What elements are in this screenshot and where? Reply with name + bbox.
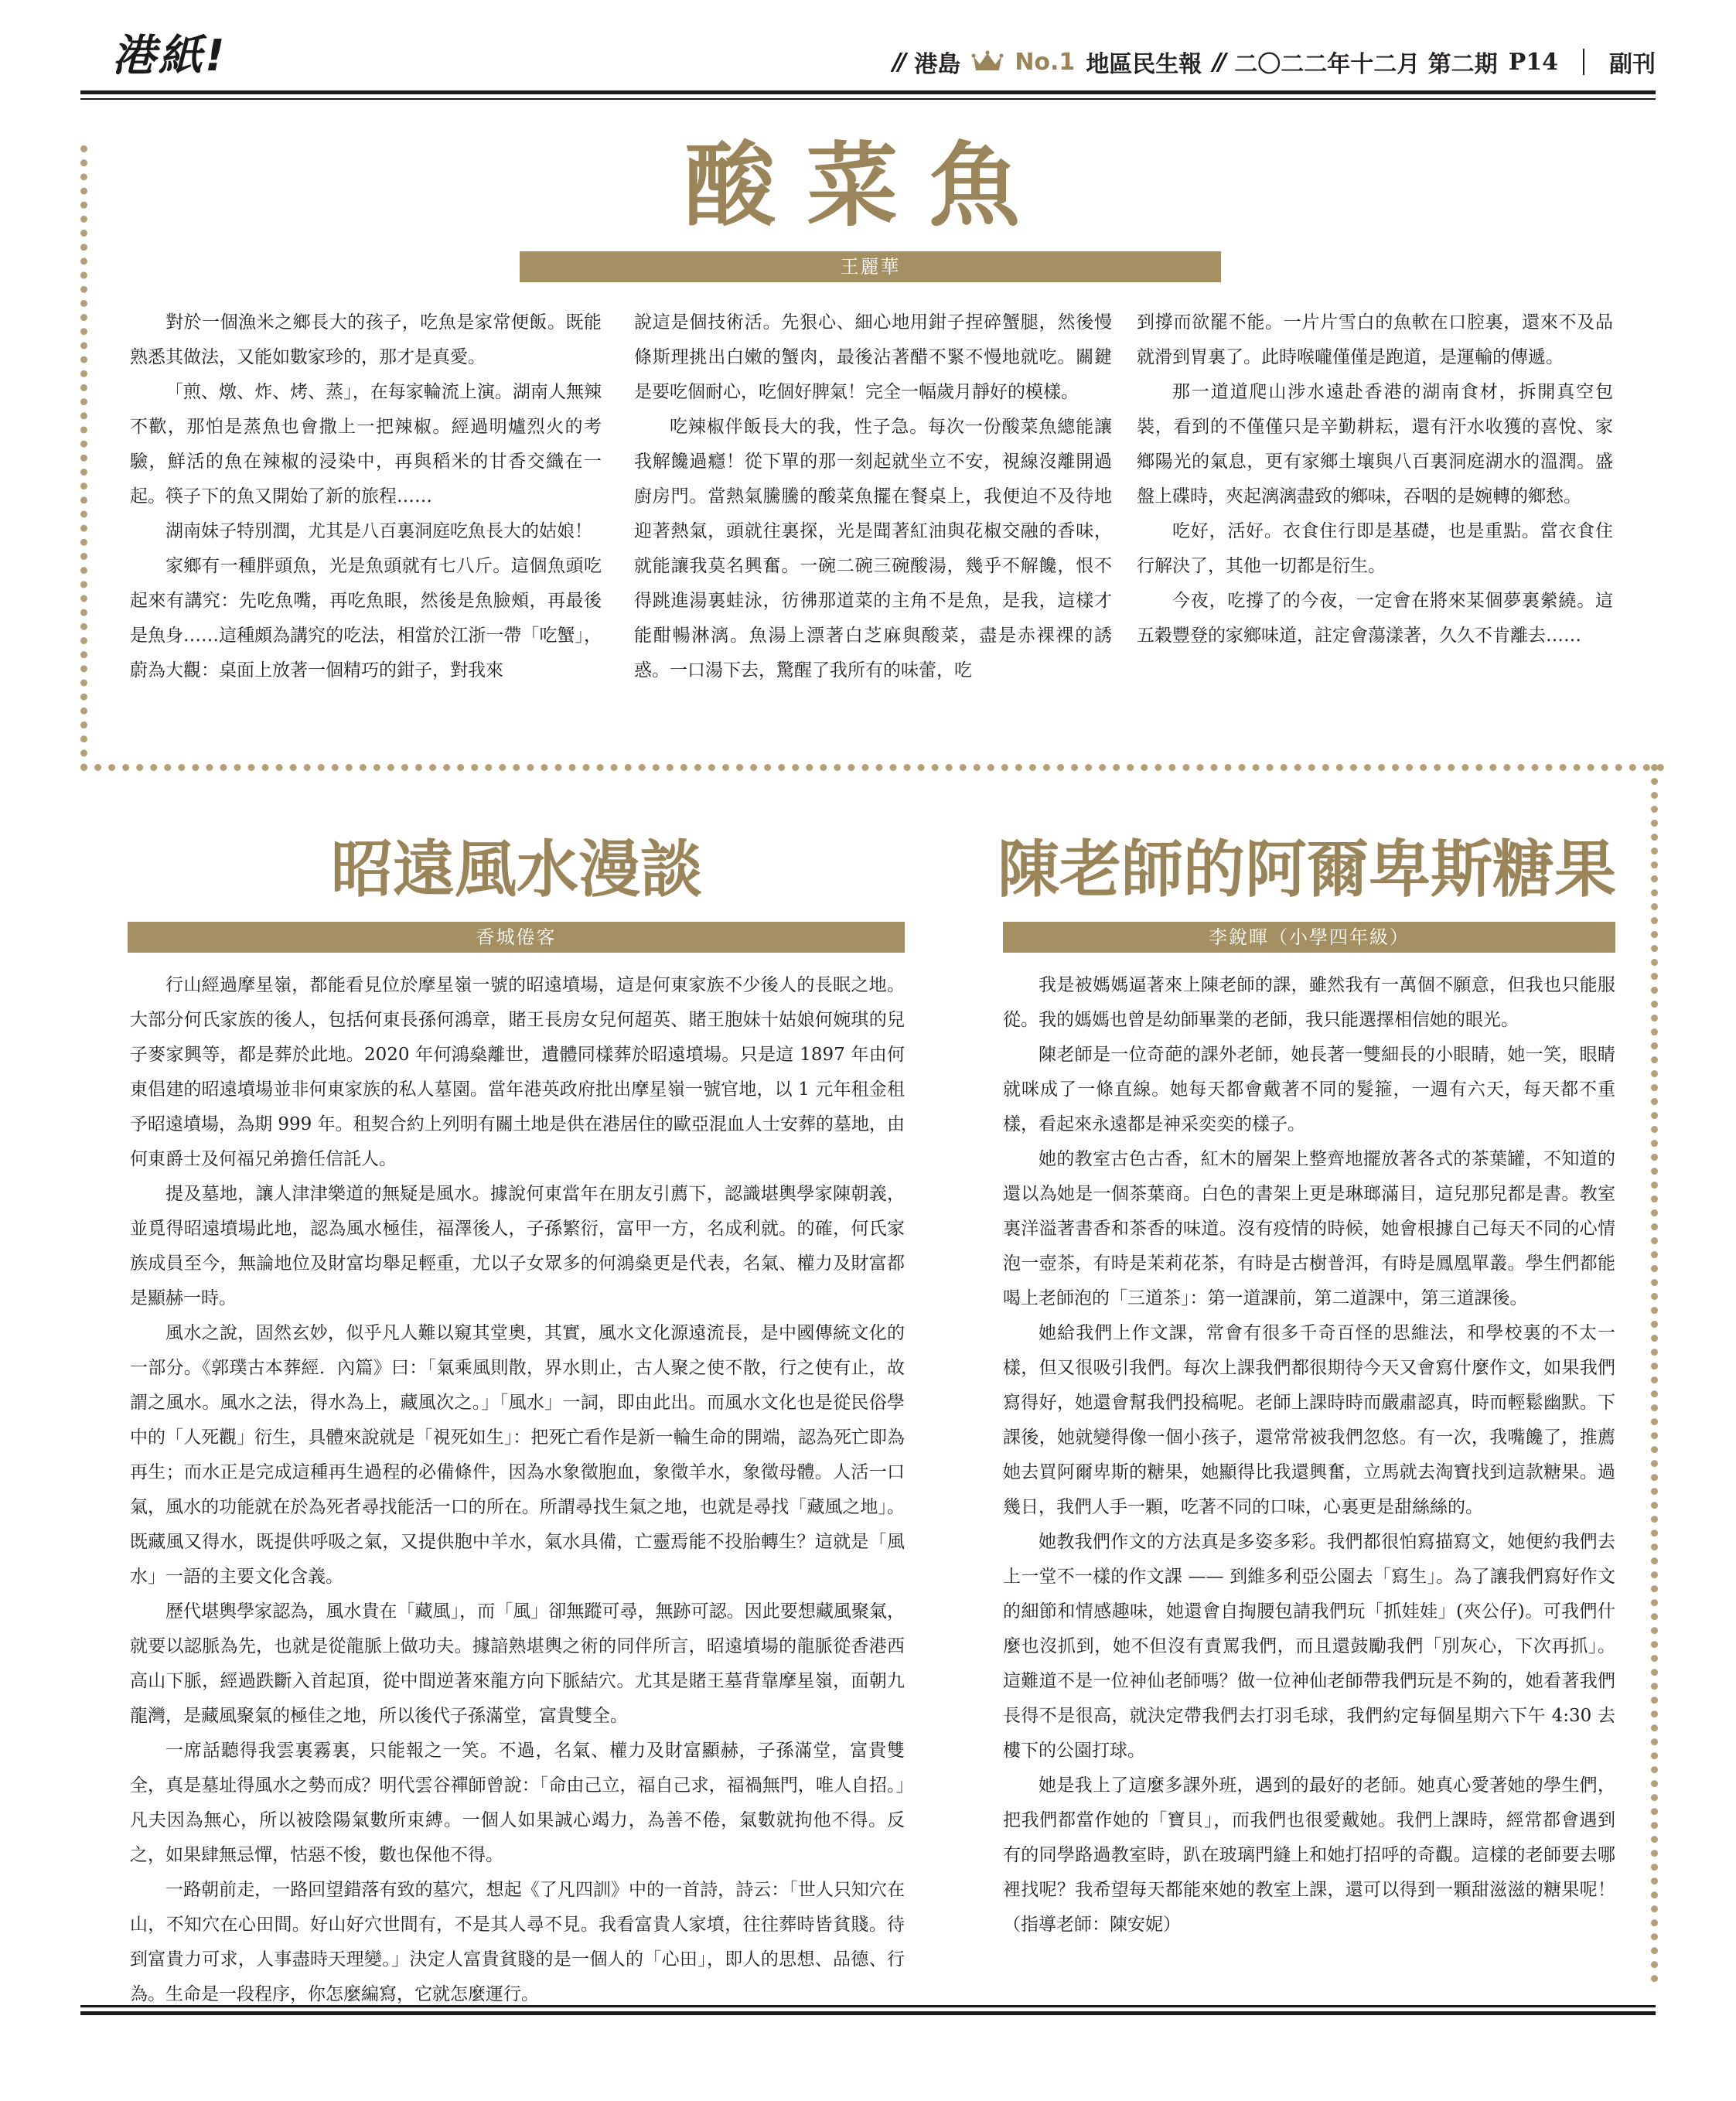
paragraph: 吃好，活好。衣食住行即是基礎，也是重點。當衣食住行解決了，其他一切都是衍生。	[1137, 521, 1613, 576]
issue-date: 二〇二二年十二月 第二期	[1234, 51, 1498, 78]
paragraph: 家鄉有一種胖頭魚，光是魚頭就有七八斤。這個魚頭吃起來有講究：先吃魚嘴，再吃魚眼，然後是魚臉頰，再最後是魚身……這種頗為講究的吃法，相當於江浙一帶「吃蟹」，蔚為大觀：桌面上放著一個精巧的鉗子，對我來	[130, 556, 602, 680]
paragraph: 一路朝前走，一路回望錯落有致的墓穴，想起《了凡四訓》中的一首詩，詩云：「世人只知穴在山，不知穴在心田間。好山好穴世間有，不是其人尋不見。我看富貴人家墳，往往葬時皆貧賤。待到富貴力可求，人事盡時天理變。」決定人富貴貧賤的是一個人的「心田」，即人的思想、品德、行為。生命是一段程序，你怎麼編寫，它就怎麼運行。	[130, 1880, 905, 2004]
article1-column-3	[1137, 305, 1613, 653]
paragraph: 到撐而欲罷不能。一片片雪白的魚軟在口腔裏，還來不及品就滑到胃裏了。此時喉嚨僅僅是跑道，是運輸的傳遞。	[1137, 312, 1613, 367]
slash-divider-icon: //	[1212, 48, 1224, 76]
article1-byline: 王麗華	[520, 251, 1221, 282]
article3-byline: 李銳暉（小學四年級）	[1003, 922, 1615, 953]
paragraph: 說這是個技術活。先狠心、細心地用鉗子捏碎蟹腿，然後慢條斯理挑出白嫩的蟹肉，最後沾著醋不緊不慢地就吃。關鍵是要吃個耐心，吃個好脾氣！完全一幅歲月靜好的模樣。	[634, 312, 1112, 402]
paragraph: 我是被媽媽逼著來上陳老師的課，雖然我有一萬個不願意，但我也只能服從。我的媽媽也曾是幼師畢業的老師，我只能選擇相信她的眼光。	[1003, 975, 1615, 1030]
rank-label: No.1	[1015, 48, 1076, 76]
paragraph: 提及墓地，讓人津津樂道的無疑是風水。據說何東當年在朋友引薦下，認識堪輿學家陳朝義，並覓得昭遠墳場此地，認為風水極佳，福澤後人，子孫繁衍，富甲一方，名成利就。的確，何氏家族成員至今，無論地位及財富均舉足輕重，尤以子女眾多的何鴻燊更是代表，名氣、權力及財富都是顯赫一時。	[130, 1184, 905, 1308]
paragraph: 她是我上了這麼多課外班，遇到的最好的老師。她真心愛著她的學生們，把我們都當作她的「寶貝」，而我們也很愛戴她。我們上課時，經常都會遇到有的同學路過教室時，趴在玻璃門縫上和她打招呼的奇觀。這樣的老師要去哪裡找呢？我希望每天都能來她的教室上課，還可以得到一顆甜滋滋的糖果呢！（指導老師：陳安妮）	[1003, 1775, 1615, 1935]
bottom-rule-thin	[80, 2005, 1656, 2007]
article1-title: 酸菜魚	[684, 132, 1051, 239]
article1-column-1	[130, 305, 602, 688]
newspaper-logo: 港紙!	[112, 31, 228, 81]
top-rule-thin	[80, 98, 1656, 100]
article1-column-2	[634, 305, 1112, 688]
lower-frame-right	[1651, 764, 1658, 1983]
header-info	[892, 45, 1656, 79]
article2-title: 昭遠風水漫談	[331, 834, 702, 906]
paragraph: 歷代堪輿學家認為，風水貴在「藏風」，而「風」卻無蹤可尋，無跡可認。因此要想藏風聚氣，就要以認脈為先，也就是從龍脈上做功夫。據諳熟堪輿之術的同伴所言，昭遠墳場的龍脈從香港西高山下脈，經過跌斷入首起頂，從中間逆著來龍方向下脈結穴。尤其是賭王墓背靠摩星嶺，面朝九龍灣，是藏風聚氣的極佳之地，所以後代子孫滿堂，富貴雙全。	[130, 1601, 905, 1726]
bottom-rule	[80, 2011, 1656, 2015]
article2-byline: 香城倦客	[128, 922, 905, 953]
paragraph: 行山經過摩星嶺，都能看見位於摩星嶺一號的昭遠墳場，這是何東家族不少後人的長眠之地。大部分何氏家族的後人，包括何東長孫何鴻章，賭王長房女兒何超英、賭王胞妹十姑娘何婉琪的兒子麥家興等，都是葬於此地。2020 年何鴻燊離世，遺體同樣葬於昭遠墳場。只是這 1897 年由何東倡建的昭遠墳場並非何東家族的私人墓園。當年港英政府批出摩星嶺一號官地，以 1 元年租金租予昭遠墳場，為期 999 年。租契合約上列明有關土地是供在港居住的歐亞混血人士安葬的墓地，由何東爵士及何福兄弟擔任信託人。	[130, 975, 905, 1169]
page-number: P14	[1508, 48, 1558, 76]
article2-body	[130, 968, 905, 2012]
paragraph: 吃辣椒伴飯長大的我，性子急。每次一份酸菜魚總能讓我解饞過癮！從下單的那一刻起就坐立不安，視線沒離開過廚房門。當熱氣騰騰的酸菜魚擺在餐桌上，我便迫不及待地迎著熱氣，頭就往裏探，光是聞著紅油與花椒交融的香味，就能讓我莫名興奮。一碗二碗三碗酸湯，幾乎不解饞，恨不得跳進湯裏蛙泳，彷彿那道菜的主角不是魚，是我，這樣才能酣暢淋漓。魚湯上漂著白芝麻與酸菜，盡是赤裸裸的誘惑。一口湯下去，驚醒了我所有的味蕾，吃	[634, 417, 1112, 680]
paragraph: 一席話聽得我雲裏霧裏，只能報之一笑。不過，名氣、權力及財富顯赫，子孫滿堂，富貴雙全，真是墓址得風水之勢而成？明代雲谷禪師曾說：「命由己立，福自己求，福禍無門，唯人自招。」凡夫因為無心，所以被陰陽氣數所束縛。一個人如果誠心竭力，為善不倦，氣數就拘他不得。反之，如果肆無忌憚，怙惡不悛，數也保他不得。	[130, 1741, 905, 1865]
paragraph: 對於一個漁米之鄉長大的孩子，吃魚是家常便飯。既能熟悉其做法，又能如數家珍的，那才是真愛。	[130, 312, 602, 367]
paragraph: 那一道道爬山涉水遠赴香港的湖南食材，拆開真空包裝，看到的不僅僅只是辛勤耕耘，還有汗水收獲的喜悅、家鄉陽光的氣息，更有家鄉土壤與八百裏洞庭湖水的溫潤。盛盤上碟時，夾起漓漓盡致的鄉味，吞咽的是婉轉的鄉愁。	[1137, 382, 1613, 506]
section-name: 副刊	[1609, 51, 1656, 78]
paragraph: 陳老師是一位奇葩的課外老師，她長著一雙細長的小眼睛，她一笑，眼睛就咪成了一條直線。她每天都會戴著不同的髮箍，一週有六天，每天都不重樣，看起來永遠都是神采奕奕的樣子。	[1003, 1045, 1615, 1134]
paragraph: 「煎、燉、炸、烤、蒸」，在每家輪流上演。湖南人無辣不歡，那怕是蒸魚也會撒上一把辣椒。經過明爐烈火的考驗，鮮活的魚在辣椒的浸染中，再與稻米的甘香交織在一起。筷子下的魚又開始了新的旅程……	[130, 382, 602, 506]
paper-tagline: 地區民生報	[1086, 51, 1202, 78]
crown-icon	[971, 50, 1004, 73]
paragraph: 她教我們作文的方法真是多姿多彩。我們都很怕寫描寫文，她便約我們去上一堂不一樣的作文課 —— 到維多利亞公園去「寫生」。為了讓我們寫好作文的細節和情感趣味，她還會自掏腰包請我們玩「抓娃娃」(夾公仔)。可我們什麼也沒抓到，她不但沒有責罵我們，而且還鼓勵我們「別灰心，下次再抓」。這難道不是一位神仙老師嗎？做一位神仙老師帶我們玩是不夠的，她看著我們長得不是很高，就決定帶我們去打羽毛球，我們約定每個星期六下午 4:30 去樓下的公園打球。	[1003, 1532, 1615, 1761]
paragraph: 今夜，吃撐了的今夜，一定會在將來某個夢裏縈繞。這五穀豐登的家鄉味道，註定會蕩漾著，久久不肯離去……	[1137, 591, 1613, 646]
slash-divider-icon: //	[892, 48, 904, 76]
article3-body	[1003, 968, 1615, 1942]
article3-title: 陳老師的阿爾卑斯糖果	[998, 834, 1616, 906]
header-separator	[1583, 49, 1584, 75]
top-rule	[80, 90, 1656, 94]
paragraph: 湖南妹子特別潤，尤其是八百裏洞庭吃魚長大的姑娘！	[165, 521, 592, 541]
paragraph: 風水之說，固然玄妙，似乎凡人難以窺其堂奧，其實，風水文化源遠流長，是中國傳統文化的一部分。《郭璞古本葬經．內篇》曰：「氣乘風則散，界水則止，古人聚之使不散，行之使有止，故謂之風水。風水之法，得水為上，藏風次之。」「風水」一詞，即由此出。而風水文化也是從民俗學中的「人死觀」衍生，具體來說就是「視死如生」：把死亡看作是新一輪生命的開端，認為死亡即為再生；而水正是完成這種再生過程的必備條件，因為水象徵胞血，象徵羊水，象徵母體。人活一口氣，風水的功能就在於為死者尋找能活一口的所在。所謂尋找生氣之地，也就是尋找「藏風之地」。既藏風又得水，既提供呼吸之氣，又提供胞中羊水，氣水具備，亡靈焉能不投胎轉生？這就是「風水」一語的主要文化含義。	[130, 1323, 905, 1587]
paragraph: 她給我們上作文課，常會有很多千奇百怪的思維法，和學校裏的不太一樣，但又很吸引我們。每次上課我們都很期待今天又會寫什麼作文，如果我們寫得好，她還會幫我們投稿呢。老師上課時時而嚴肅認真，時而輕鬆幽默。下課後，她就變得像一個小孩子，還常常被我們忽悠。有一次，我嘴饞了，推薦她去買阿爾卑斯的糖果，她顯得比我還興奮，立馬就去淘寶找到這款糖果。過幾日，我們人手一顆，吃著不同的口味，心裏更是甜絲絲的。	[1003, 1323, 1615, 1517]
region-label: 港島	[914, 51, 961, 78]
paragraph: 她的教室古色古香，紅木的層架上整齊地擺放著各式的茶葉罐，不知道的還以為她是一個茶葉商。白色的書架上更是琳瑯滿目，這兒那兒都是書。教室裏洋溢著書香和茶香的味道。沒有疫情的時候，她會根據自己每天不同的心情泡一壺茶，有時是茉莉花茶，有時是古樹普洱，有時是鳳凰單叢。學生們都能喝上老師泡的「三道茶」：第一道課前，第二道課中，第三道課後。	[1003, 1149, 1615, 1308]
